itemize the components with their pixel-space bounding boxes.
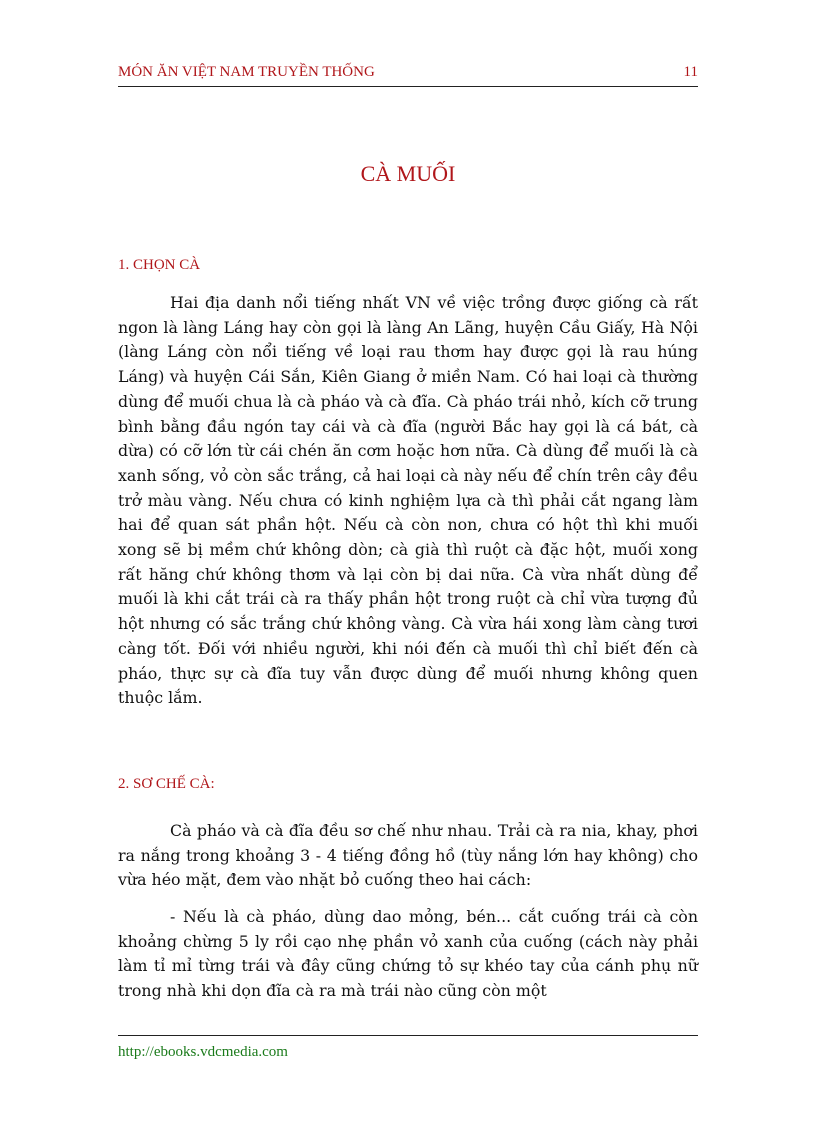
paragraph-chon-ca: Hai địa danh nổi tiếng nhất VN về việc trồng được giống cà rất ngon là làng Láng hay còn gọi là làng An Lãng, huyện Cầu Giấy, Hà Nội (làng Láng còn nổi tiếng về loại rau thơm hay được gọi là rau húng Láng) và huyện Cái Sắn, Kiên Giang ở miền Nam. Có hai loại cà thường dùng để muối chua là cà pháo và cà đĩa. Cà pháo trái nhỏ, kích cỡ trung bình bằng đầu ngón tay cái và cà đĩa (người Bắc hay gọi là cá bát, cà dừa) có cỡ lớn từ cái chén ăn cơm hoặc hơn nữa. Cà dùng để muối là cà xanh sống, vỏ còn sắc trắng, cả hai loại cà này nếu để chín trên cây đều trở màu vàng. Nếu chưa có kinh nghiệm lựa cà thì phải cắt ngang làm hai để quan sát phần hột. Nếu cà còn non, chưa có hột thì khi muối xong sẽ bị mềm chứ không dòn; cà già thì ruột cà đặc hột, muối xong rất hăng chứ không thơm và lại còn bị dai nữa. Cà vừa nhất dùng để muối là khi cắt trái cà ra thấy phần hột trong ruột cà chỉ vừa tượng đủ hột nhưng có sắc trắng chứ không vàng. Cà vừa hái xong làm càng tươi càng tốt. Đối với nhiều người, khi nói đến cà muối thì chỉ biết đến cà pháo, thực sự cà đĩa tuy vẫn được dùng để muối nhưng không quen thuộc lắm. xyxy=(118,293,698,708)
footer-url: http://ebooks.vdcmedia.com xyxy=(118,1044,288,1060)
running-header xyxy=(118,60,698,87)
page-title: CÀ MUỐI xyxy=(360,161,456,186)
page-number: 11 xyxy=(683,64,698,80)
paragraph-so-che-intro: Cà pháo và cà đĩa đều sơ chế như nhau. Trải cà ra nia, khay, phơi ra nắng trong khoảng 3 - 4 tiếng đồng hồ (tùy nắng lớn hay không) cho vừa héo mặt, đem vào nhặt bỏ cuống theo hai cách: xyxy=(118,821,698,890)
paragraph-so-che-ca-phao: - Nếu là cà pháo, dùng dao mỏng, bén... cắt cuống trái cà còn khoảng chừng 5 ly rồi cạo nhẹ phần vỏ xanh của cuống (cách này phải làm tỉ mỉ từng trái và đây cũng chứng tỏ sự khéo tay của cánh phụ nữ trong nhà khi dọn đĩa cà ra mà trái nào cũng còn một xyxy=(118,907,698,1001)
footer-divider xyxy=(118,1035,698,1036)
section-heading-so-che-ca: 2. SƠ CHẾ CÀ: xyxy=(118,776,215,792)
book-title: MÓN ĂN VIỆT NAM TRUYỀN THỐNG xyxy=(118,64,375,80)
section-heading-chon-ca: 1. CHỌN CÀ xyxy=(118,257,201,273)
